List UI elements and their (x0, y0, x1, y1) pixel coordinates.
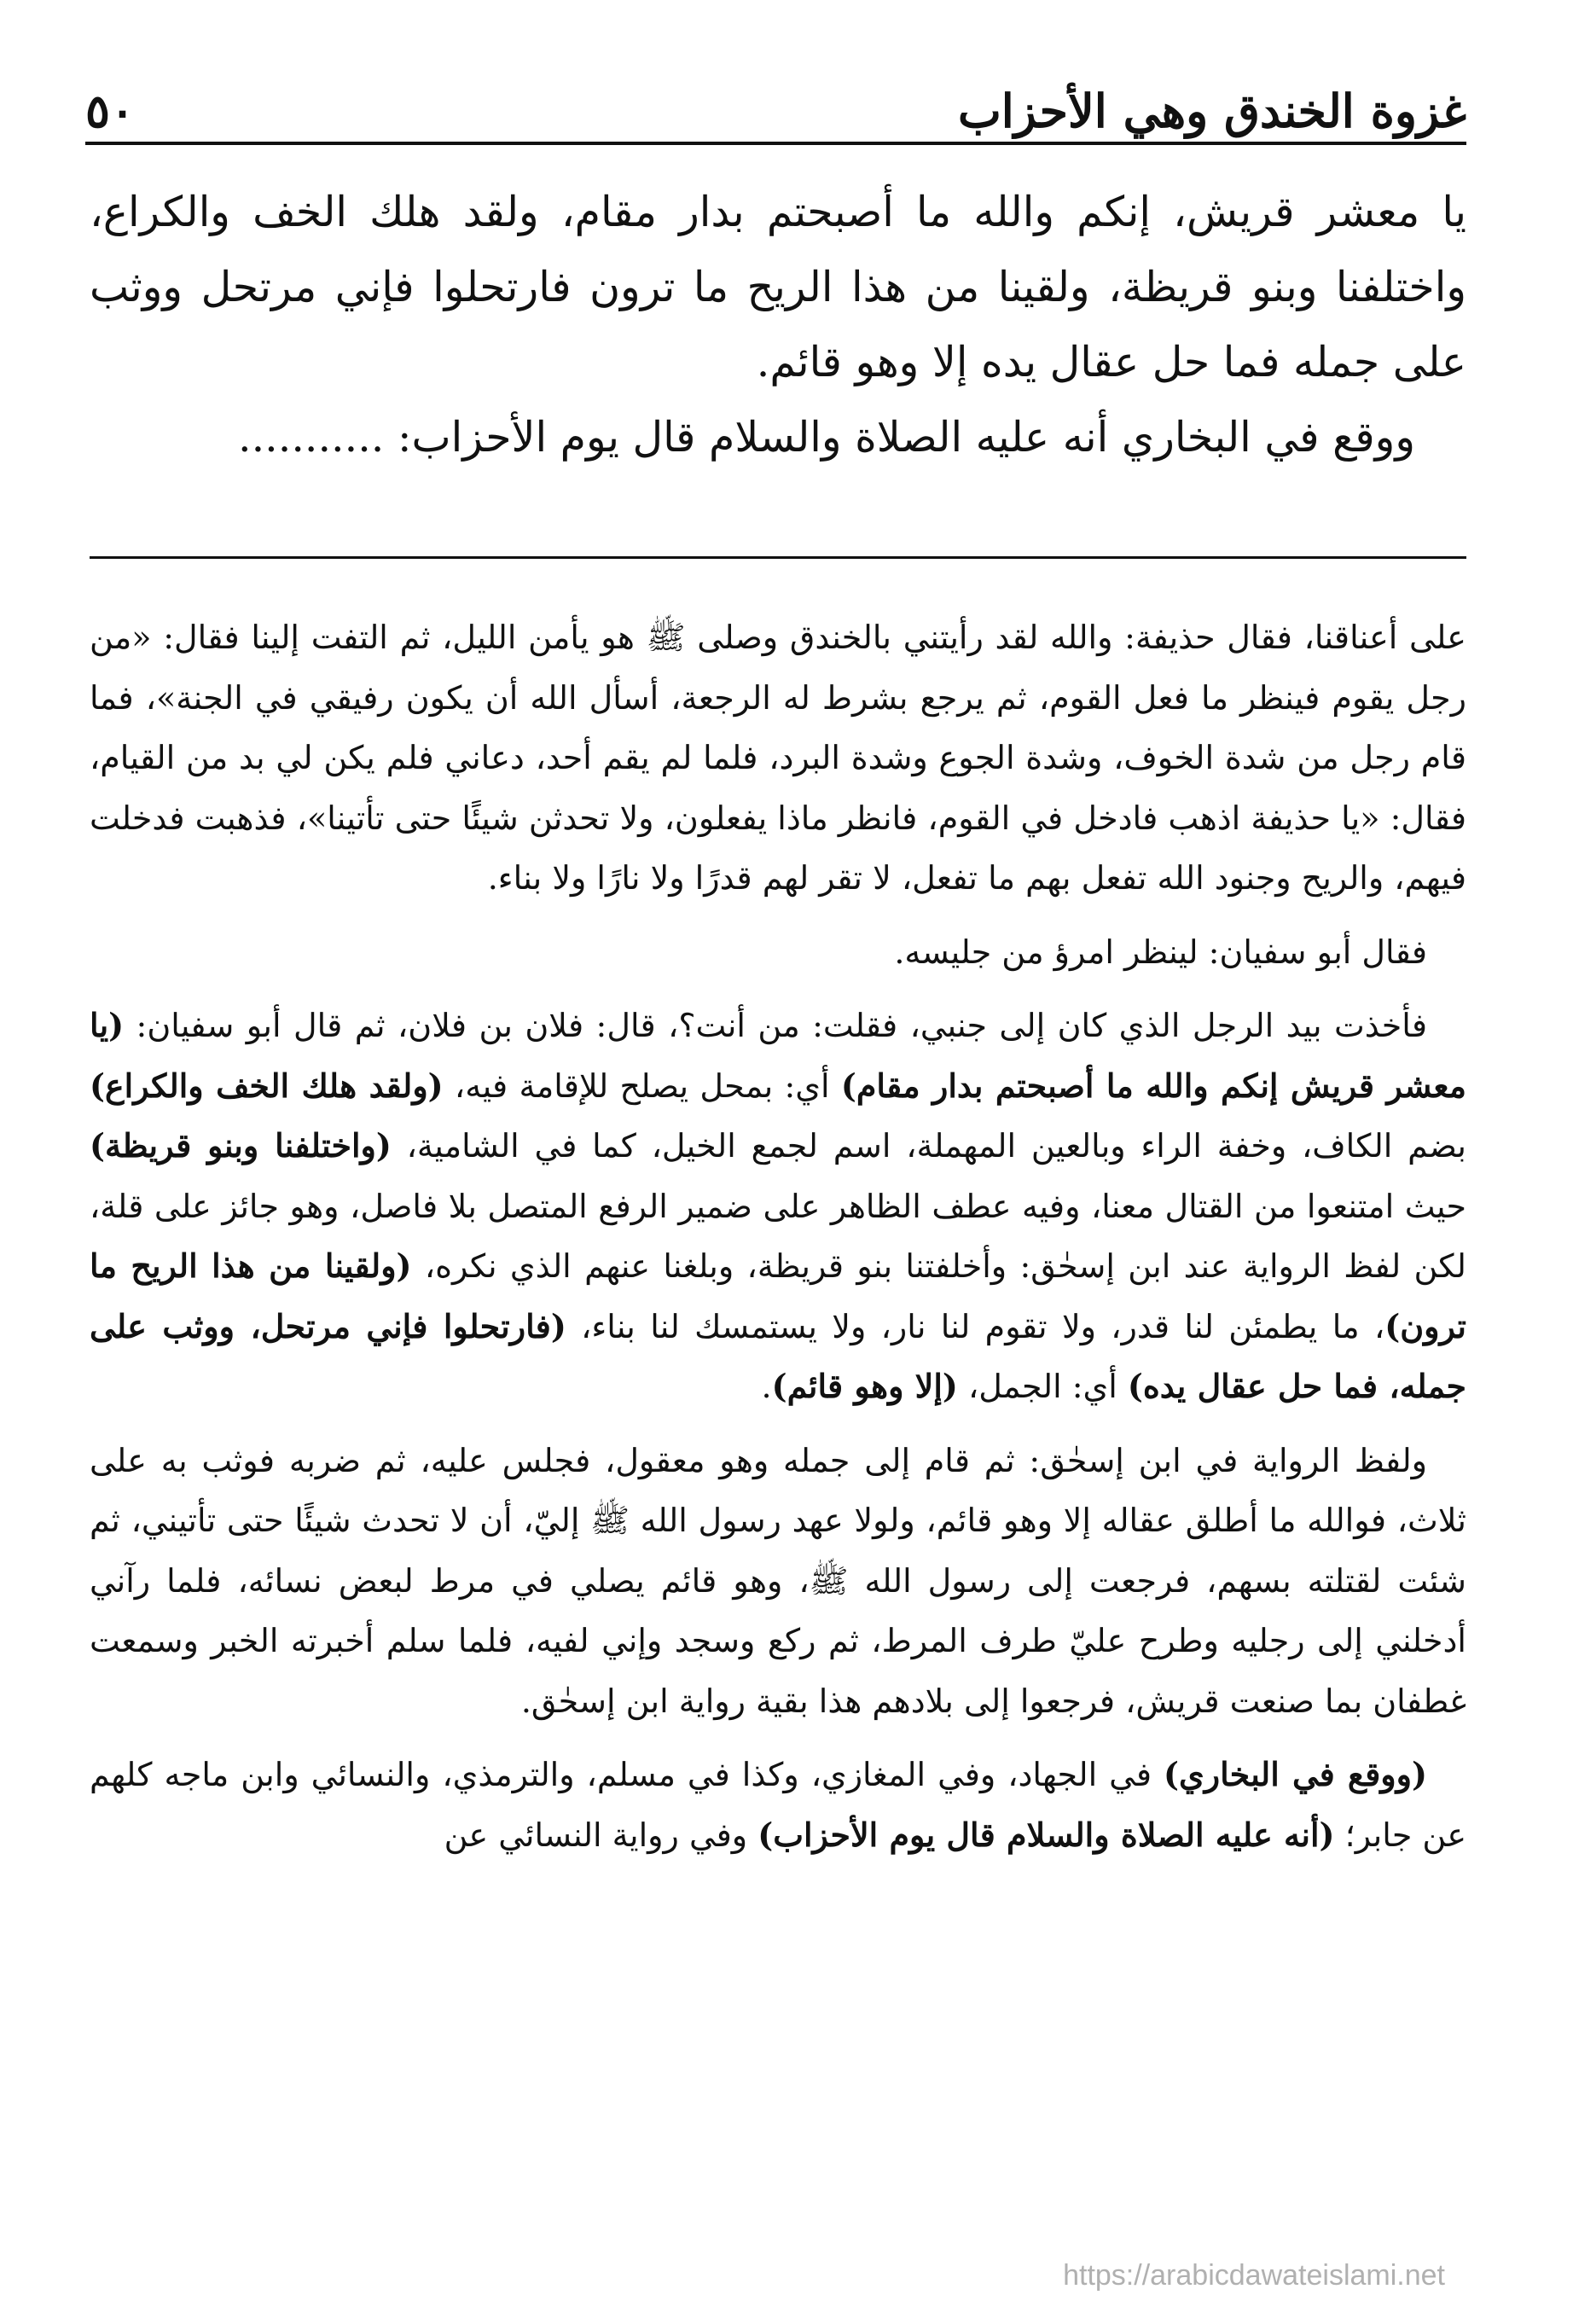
commentary-text: في الجهاد، وفي المغازي، وكذا في مسلم، والترمذي، والنسائي وابن ماجه كلهم عن جابر؛ (90, 1756, 1466, 1854)
chapter-title: غزوة الخندق وهي الأحزاب (957, 83, 1466, 138)
commentary-text: وفي رواية النسائي عن (444, 1816, 758, 1854)
footnote-separator (90, 556, 1466, 559)
quoted-matn: (فارتحلوا فإني مرتحل، ووثب على جمله، فما حل عقال يده) (90, 1306, 1466, 1405)
quoted-matn: (واختلفنا وبنو قريظة) (90, 1126, 392, 1165)
commentary-text: فأخذت بيد الرجل الذي كان إلى جنبي، فقلت: من أنت؟، قال: فلان بن فلان، ثم قال أبو سفيان: (124, 1007, 1427, 1044)
commentary-paragraph: على أعناقنا، فقال حذيفة: والله لقد رأيتني بالخندق وصلى ﷺ هو يأمن الليل، ثم التفت إلينا فقال: «من رجل يقوم فينظر ما فعل القوم، ثم يرجع بشرط له الرجعة، أسأل الله أن يكون رفيقي في الجنة»، فما قام رجل من شدة الخوف، وشدة الجوع وشدة البرد، فلما لم يقم أحد، دعاني فلم يكن لي بد من القيام، فقال: «يا حذيفة اذهب فادخل في القوم، فانظر ماذا يفعلون، ولا تحدثن شيئًا حتى تأتينا»، فذهبت فدخلت فيهم، والريح وجنود الله تفعل بهم ما تفعل، لا تقر لهم قدرًا ولا نارًا ولا بناء. (90, 619, 1466, 897)
main-text-block (90, 175, 1466, 533)
quoted-matn: (إلا وهو قائم) (771, 1367, 958, 1405)
quoted-matn: (ولقينا من هذا الريح ما ترون) (90, 1246, 1466, 1345)
quoted-matn: (أنه عليه الصلاة والسلام قال يوم الأحزاب) (757, 1815, 1335, 1854)
commentary-text: أي: بمحل يصلح للإقامة فيه، (443, 1066, 841, 1105)
main-paragraph-text: ووقع في البخاري أنه عليه الصلاة والسلام قال يوم الأحزاب: (397, 413, 1415, 462)
quoted-matn: (يا معشر قريش إنكم والله ما أصبحتم بدار مقام) (90, 1006, 1466, 1105)
main-paragraph: يا معشر قريش، إنكم والله ما أصبحتم بدار مقام، ولقد هلك الخف والكراع، واختلفنا وبنو قريظة، ولقينا من هذا الريح ما ترون فارتحلوا فإني مرتحل ووثب على جمله فما حل عقال يده إلا وهو قائم. (90, 188, 1466, 386)
main-paragraph (90, 400, 1466, 475)
commentary-paragraph (90, 1745, 1466, 1865)
commentary-text: حيث امتنعوا من القتال معنا، وفيه عطف الظاهر على ضمير الرفع المتصل بلا فاصل، وهو جائز على قلة، لكن لفظ الرواية عند ابن إسحٰق: وأخلفتنا بنو قريظة، وبلغنا عنهم الذي نكره، (90, 1187, 1466, 1285)
running-header (85, 60, 1466, 145)
commentary-text: أي: الجمل، (957, 1368, 1128, 1405)
continuation-dots: ........... (238, 413, 385, 462)
source-url-watermark: https://arabicdawateislami.net (1063, 2259, 1445, 2292)
page-number: ٥٠ (85, 83, 136, 138)
quoted-matn: (ولقد هلك الخف والكراع) (90, 1066, 444, 1105)
commentary-text: بضم الكاف، وخفة الراء وبالعين المهملة، اسم لجمع الخيل، كما في الشامية، (391, 1127, 1466, 1165)
commentary-paragraph (90, 996, 1466, 1417)
commentary-paragraph: ولفظ الرواية في ابن إسحٰق: ثم قام إلى جمله وهو معقول، فجلس عليه، ثم ضربه فوثب به على ثلاث، فوالله ما أطلق عقاله إلا وهو قائم، ولولا عهد رسول الله ﷺ إليّ، أن لا تحدث شيئًا حتى تأتيني، ثم شئت لقتلته بسهم، فرجعت إلى رسول الله ﷺ، وهو قائم يصلي في مرط لبعض نسائه، فلما رآني أدخلني إلى رجليه وطرح عليّ طرف المرط، ثم ركع وسجد وإني لفيه، فلما سلم أخبرته الخبر وسمعت غطفان بما صنعت قريش، فرجعوا إلى بلادهم هذا بقية رواية ابن إسحٰق. (90, 1441, 1466, 1720)
commentary-block (90, 607, 1466, 2211)
commentary-paragraph: فقال أبو سفيان: لينظر امرؤ من جليسه. (894, 933, 1427, 971)
quoted-matn: (ووقع في البخاري) (1164, 1755, 1427, 1793)
commentary-text: . (761, 1368, 772, 1405)
commentary-text: ، ما يطمئن لنا قدر، ولا تقوم لنا نار، ولا يستمسك لنا بناء، (566, 1307, 1385, 1345)
